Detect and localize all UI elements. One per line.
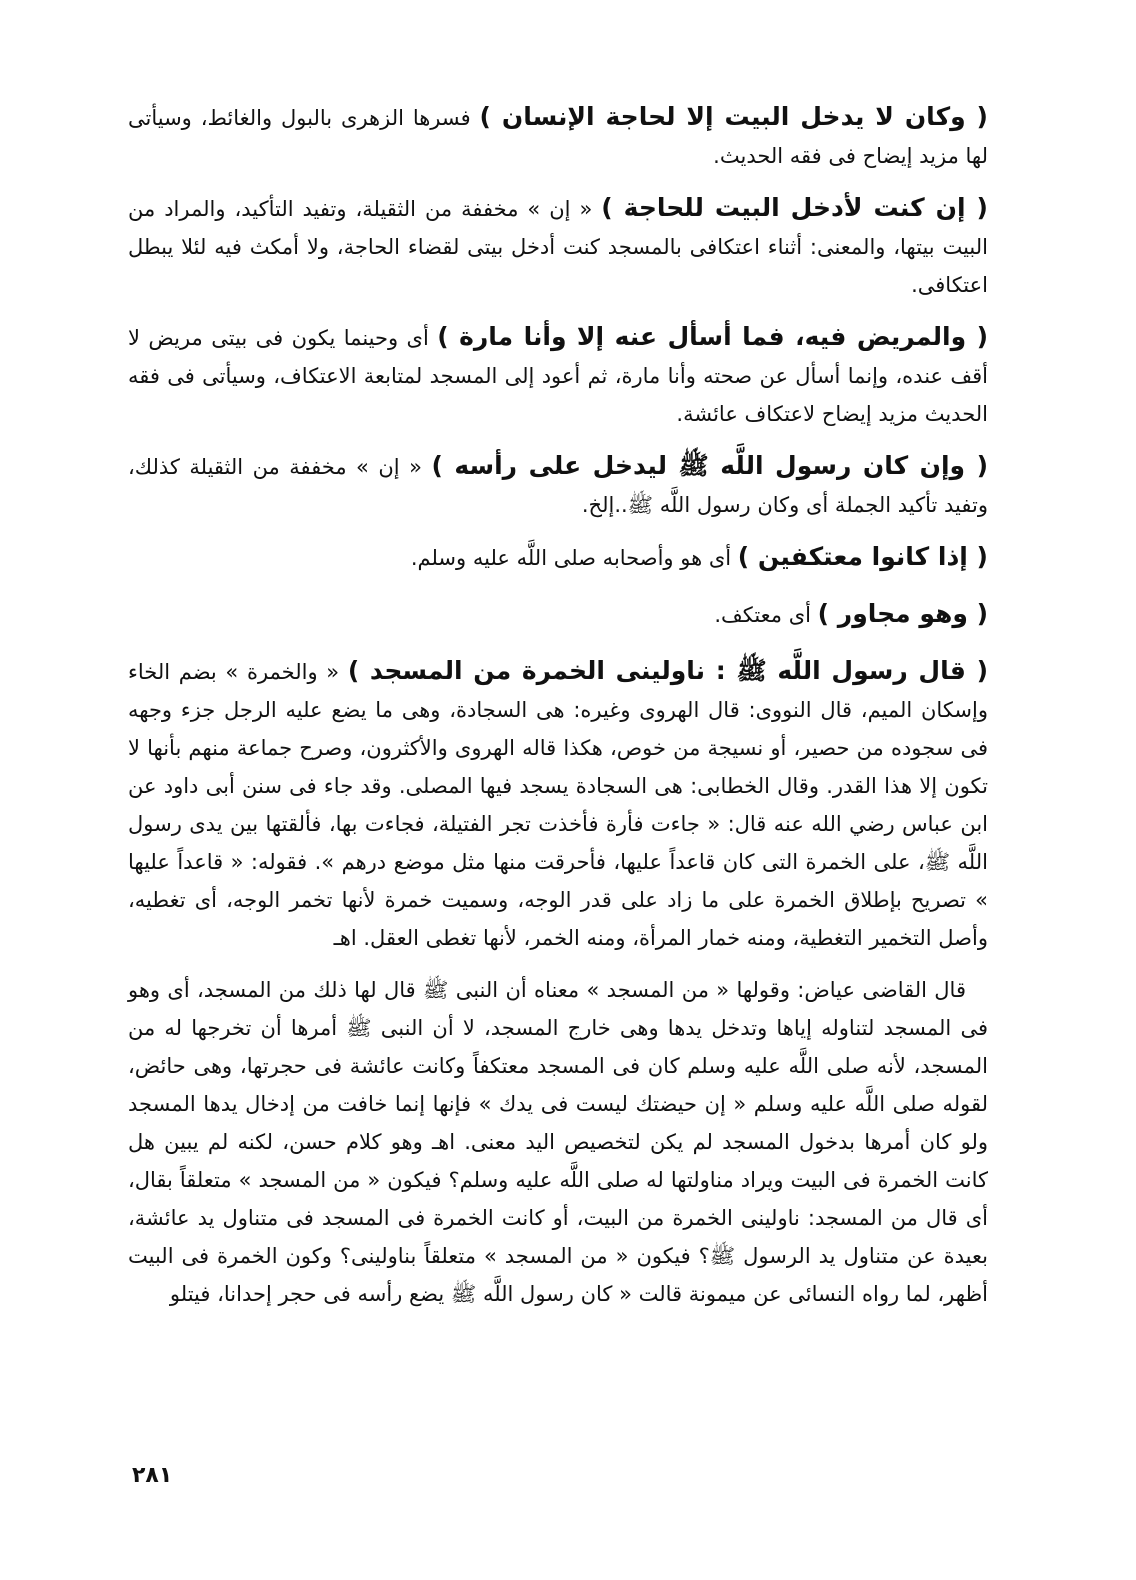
paragraph-need	[128, 98, 988, 175]
paragraph-heading: ( وهو مجاور )	[817, 599, 988, 628]
paragraph-text: « والخمرة » بضم الخاء وإسكان الميم، قال النووى: قال الهروى وغيره: هى السجادة، وهى ما يضع عليه الرجل جزء وجهه فى سجوده من حصير، أو نسيجة من خوص، هكذا قاله الهروى والأكثرون، وصرح جماعة منهم بأنها لا تكون إلا هذا القدر. وقال الخطابى: هى السجادة يسجد فيها المصلى. وقد جاء فى سنن أبى داود عن ابن عباس رضي الله عنه قال: « جاءت فأرة فأخذت تجر الفتيلة، فجاءت بها، فألقتها بين يدى رسول اللَّه ﷺ، على الخمرة التى كان قاعداً عليها، فأحرقت منها مثل موضع درهم ». فقوله: « قاعداً عليها » تصريح بإطلاق الخمرة على ما زاد على قدر الوجه، وسميت خمرة لأنها تخمر الوجه، أى تغطيه، وأصل التخمير التغطية، ومنه خمار المرأة، ومنه الخمر، لأنها تغطى العقل. اهـ	[128, 660, 988, 950]
paragraph-heading: ( إن كنت لأدخل البيت للحاجة )	[601, 193, 988, 222]
paragraph-text: فسرها الزهرى بالبول والغائط، وسيأتى لها مزيد إيضاح فى فقه الحديث.	[128, 106, 988, 168]
paragraph-text: « إن » مخففة من الثقيلة كذلك، وتفيد تأكيد الجملة أى وكان رسول اللَّه ﷺ..إلخ.	[128, 455, 988, 517]
paragraph-text: أى هو وأصحابه صلى اللَّه عليه وسلم.	[410, 546, 738, 570]
paragraph-enter-house	[128, 189, 988, 304]
paragraph-mujawir	[128, 595, 988, 634]
paragraph-khumra	[128, 652, 988, 957]
page-body	[128, 98, 988, 1327]
paragraph-itikaf	[128, 538, 988, 577]
paragraph-heading: ( والمريض فيه، فما أسأل عنه إلا وأنا مارة )	[437, 322, 988, 351]
paragraph-heading: ( قال رسول اللَّه ﷺ : ناولينى الخمرة من المسجد )	[347, 656, 988, 685]
paragraph-sick	[128, 318, 988, 433]
paragraph-heading: ( وكان لا يدخل البيت إلا لحاجة الإنسان )	[479, 102, 988, 131]
paragraph-heading: ( إذا كانوا معتكفين )	[737, 542, 988, 571]
paragraph-qadi-iyad: قال القاضى عياض: وقولها « من المسجد » معناه أن النبى ﷺ قال لها ذلك من المسجد، أى وهو فى المسجد لتناوله إياها وتدخل يدها وهى خارج المسجد، لا أن النبى ﷺ أمرها أن تخرجها له من المسجد، لأنه صلى اللَّه عليه وسلم كان فى المسجد معتكفاً وكانت عائشة فى حجرتها، وهى حائض، لقوله صلى اللَّه عليه وسلم « إن حيضتك ليست فى يدك » فإنها إنما خافت من إدخال يدها المسجد ولو كان أمرها بدخول المسجد لم يكن لتخصيص اليد معنى. اهـ وهو كلام حسن، لكنه لم يبين هل كانت الخمرة فى البيت ويراد مناولتها له صلى اللَّه عليه وسلم؟ فيكون « من المسجد » متعلقاً بقال، أى قال من المسجد: ناولينى الخمرة من البيت، أو كانت الخمرة فى المسجد فى متناول يد عائشة، بعيدة عن متناول يد الرسول ﷺ؟ فيكون « من المسجد » متعلقاً بناولينى؟ وكون الخمرة فى البيت أظهر، لما رواه النسائى عن ميمونة قالت « كان رسول اللَّه ﷺ يضع رأسه فى حجر إحدانا، فيتلو	[128, 978, 988, 1306]
paragraph-text: أى وحينما يكون فى بيتى مريض لا أقف عنده، وإنما أسأل عن صحته وأنا مارة، ثم أعود إلى المسجد لمتابعة الاعتكاف، وسيأتى فى فقه الحديث مزيد إيضاح لاعتكاف عائشة.	[128, 326, 988, 426]
page-number: ٢٨١	[132, 1463, 173, 1488]
paragraph-text: أى معتكف.	[714, 603, 818, 627]
paragraph-head-entry	[128, 447, 988, 524]
paragraph-heading: ( وإن كان رسول اللَّه ﷺ ليدخل على رأسه )	[431, 451, 989, 480]
paragraph-text: « إن » مخففة من الثقيلة، وتفيد التأكيد، والمراد من البيت بيتها، والمعنى: أثناء اعتكافى بالمسجد كنت أدخل بيتى لقضاء الحاجة، ولا أمكث فيه لئلا يبطل اعتكافى.	[128, 197, 988, 297]
